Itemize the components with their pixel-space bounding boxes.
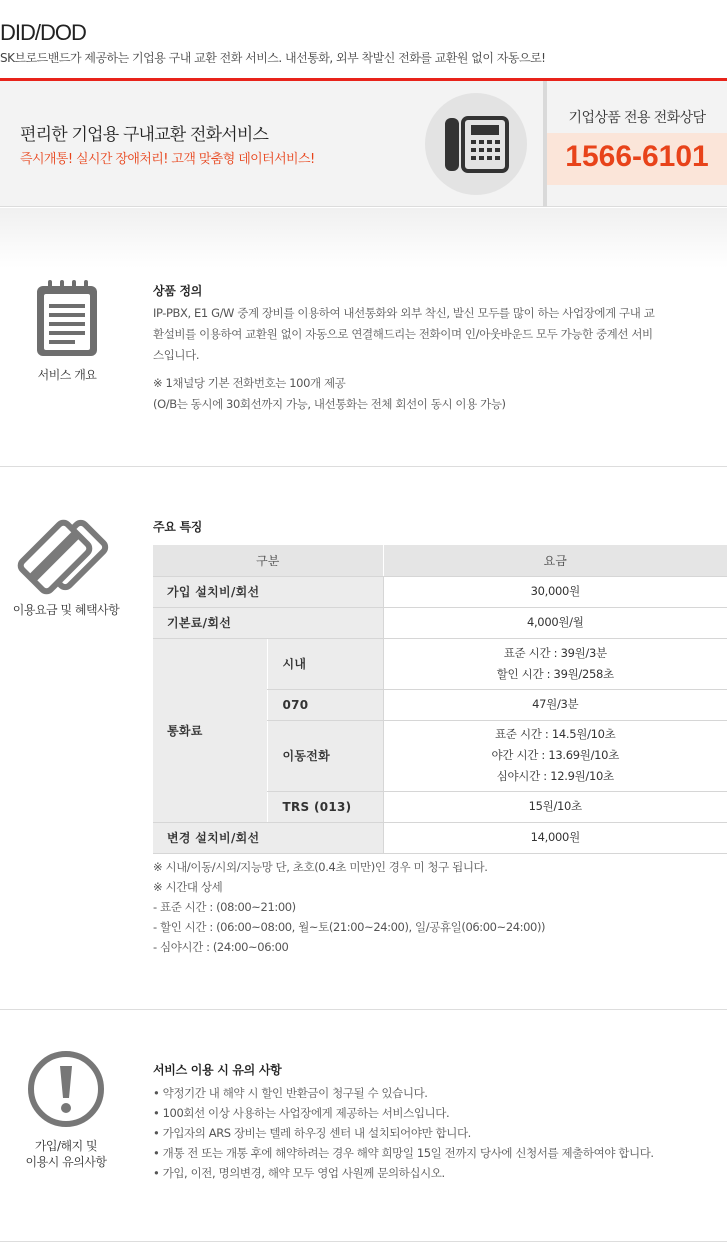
join-fee-value: 30,000원 bbox=[383, 576, 727, 607]
features-note: ※ 시간대 상세 bbox=[153, 880, 223, 894]
caution-icon-label-line: 가입/해지 및 bbox=[34, 1139, 98, 1153]
features-note: - 심야시간 : (24:00~06:00 bbox=[153, 940, 289, 954]
overview-title: 상품 정의 bbox=[153, 284, 203, 298]
join-fee-label: 가입 설치비/회선 bbox=[153, 576, 383, 607]
call-mobile-label: 이동전화 bbox=[267, 720, 383, 791]
base-fee-value: 4,000원/월 bbox=[383, 607, 727, 638]
caution-icon-block bbox=[16, 1050, 116, 1170]
fee-line: 표준 시간 : 39원/3분 bbox=[503, 645, 607, 660]
caution-icon-label-line: 이용시 유의사항 bbox=[25, 1155, 107, 1169]
overview-notes bbox=[153, 373, 718, 415]
table-row bbox=[153, 576, 727, 607]
section-divider bbox=[0, 1009, 727, 1010]
change-fee-value: 14,000원 bbox=[383, 822, 727, 853]
overview-note: ※ 1채널당 기본 전화번호는 100개 제공 bbox=[153, 376, 346, 390]
features-icon-label: 이용요금 및 혜택사항 bbox=[12, 603, 120, 617]
overview-line: IP-PBX, E1 G/W 중계 장비를 이용하여 내선통화와 외부 착신, 발신 모두를 많이 하는 사업장에게 구내 교 bbox=[153, 306, 655, 320]
consult-label: 기업상품 전용 전화상담 bbox=[568, 110, 706, 126]
features-icon-block bbox=[6, 515, 126, 618]
list-item: • 약정기간 내 해약 시 할인 반환금이 청구될 수 있습니다. bbox=[153, 1086, 428, 1100]
features-title: 주요 특징 bbox=[153, 520, 203, 534]
list-item: • 가입자의 ARS 장비는 텔레 하우징 센터 내 설치되어야만 합니다. bbox=[153, 1126, 471, 1140]
promo-banner bbox=[0, 81, 727, 207]
features-notes bbox=[153, 857, 718, 957]
table-row bbox=[153, 607, 727, 638]
call-local-label: 시내 bbox=[267, 638, 383, 689]
fee-table bbox=[153, 545, 727, 854]
banner-title: 편리한 기업용 구내교환 전화서비스 bbox=[20, 125, 269, 145]
call-trs-label: TRS (013) bbox=[267, 791, 383, 822]
table-row bbox=[153, 638, 727, 689]
column-header-category: 구분 bbox=[153, 545, 383, 576]
overview-line: 환설비를 이용하여 교환원 없이 자동으로 연결해드리는 전화이며 인/아웃바운드 모두 가능한 중계선 서비 bbox=[153, 327, 653, 341]
call-070-value: 47원/3분 bbox=[383, 689, 727, 720]
fee-line: 할인 시간 : 39원/258초 bbox=[496, 666, 614, 681]
features-note: - 표준 시간 : (08:00~21:00) bbox=[153, 900, 296, 914]
consult-phone-number[interactable]: 1566-6101 bbox=[565, 140, 709, 173]
page-subtitle: SK브로드밴드가 제공하는 기업용 구내 교환 전화 서비스. 내선통화, 외부 착발신 전화를 교환원 없이 자동으로! bbox=[0, 51, 546, 65]
call-070-label: 070 bbox=[267, 689, 383, 720]
fee-line: 야간 시간 : 13.69원/10초 bbox=[491, 748, 620, 762]
list-item: • 개통 전 또는 개통 후에 해약하려는 경우 해약 희망일 15일 전까지 당사에 신청서를 제출하여야 합니다. bbox=[153, 1146, 654, 1160]
desk-phone-icon bbox=[425, 93, 527, 195]
list-item: • 가입, 이전, 명의변경, 해약 모두 영업 사원께 문의하십시오. bbox=[153, 1166, 445, 1180]
overview-description bbox=[153, 303, 718, 366]
column-header-fee: 요금 bbox=[383, 545, 727, 576]
page-title: DID/DOD bbox=[0, 20, 86, 45]
call-trs-value: 15원/10초 bbox=[383, 791, 727, 822]
features-note: ※ 시내/이동/시외/지능망 단, 초호(0.4초 미만)인 경우 미 청구 됩니다. bbox=[153, 860, 488, 874]
call-mobile-value bbox=[383, 720, 727, 791]
section-divider bbox=[0, 1241, 727, 1242]
fee-line: 표준 시간 : 14.5원/10초 bbox=[494, 727, 616, 741]
base-fee-label: 기본료/회선 bbox=[153, 607, 383, 638]
caution-list bbox=[153, 1083, 718, 1183]
table-header-row bbox=[153, 545, 727, 576]
call-local-value bbox=[383, 638, 727, 689]
change-fee-label: 변경 설치비/회선 bbox=[153, 822, 383, 853]
caution-icon-label bbox=[16, 1138, 116, 1170]
overview-line: 스입니다. bbox=[153, 348, 200, 362]
notepad-icon bbox=[34, 280, 100, 358]
section-divider bbox=[0, 466, 727, 467]
banner-subtitle: 즉시개통! 실시간 장애처리! 고객 맞춤형 데이터서비스! bbox=[20, 152, 315, 167]
table-row bbox=[153, 822, 727, 853]
cards-icon bbox=[11, 515, 121, 595]
caution-title: 서비스 이용 시 유의 사항 bbox=[153, 1063, 282, 1077]
exclamation-circle-icon bbox=[27, 1050, 105, 1128]
list-item: • 100회선 이상 사용하는 사업장에게 제공하는 서비스입니다. bbox=[153, 1106, 450, 1120]
overview-icon-label: 서비스 개요 bbox=[37, 368, 97, 382]
fee-line: 심야시간 : 12.9원/10초 bbox=[496, 769, 614, 783]
overview-note: (O/B는 동시에 30회선까지 가능, 내선통화는 전체 회선이 동시 이용 가능) bbox=[153, 397, 506, 411]
call-fee-label: 통화료 bbox=[153, 638, 267, 822]
section-shadow bbox=[0, 208, 727, 268]
overview-icon-block bbox=[22, 280, 112, 383]
features-note: - 할인 시간 : (06:00~08:00, 월~토(21:00~24:00), 일/공휴일(06:00~24:00)) bbox=[153, 920, 546, 934]
